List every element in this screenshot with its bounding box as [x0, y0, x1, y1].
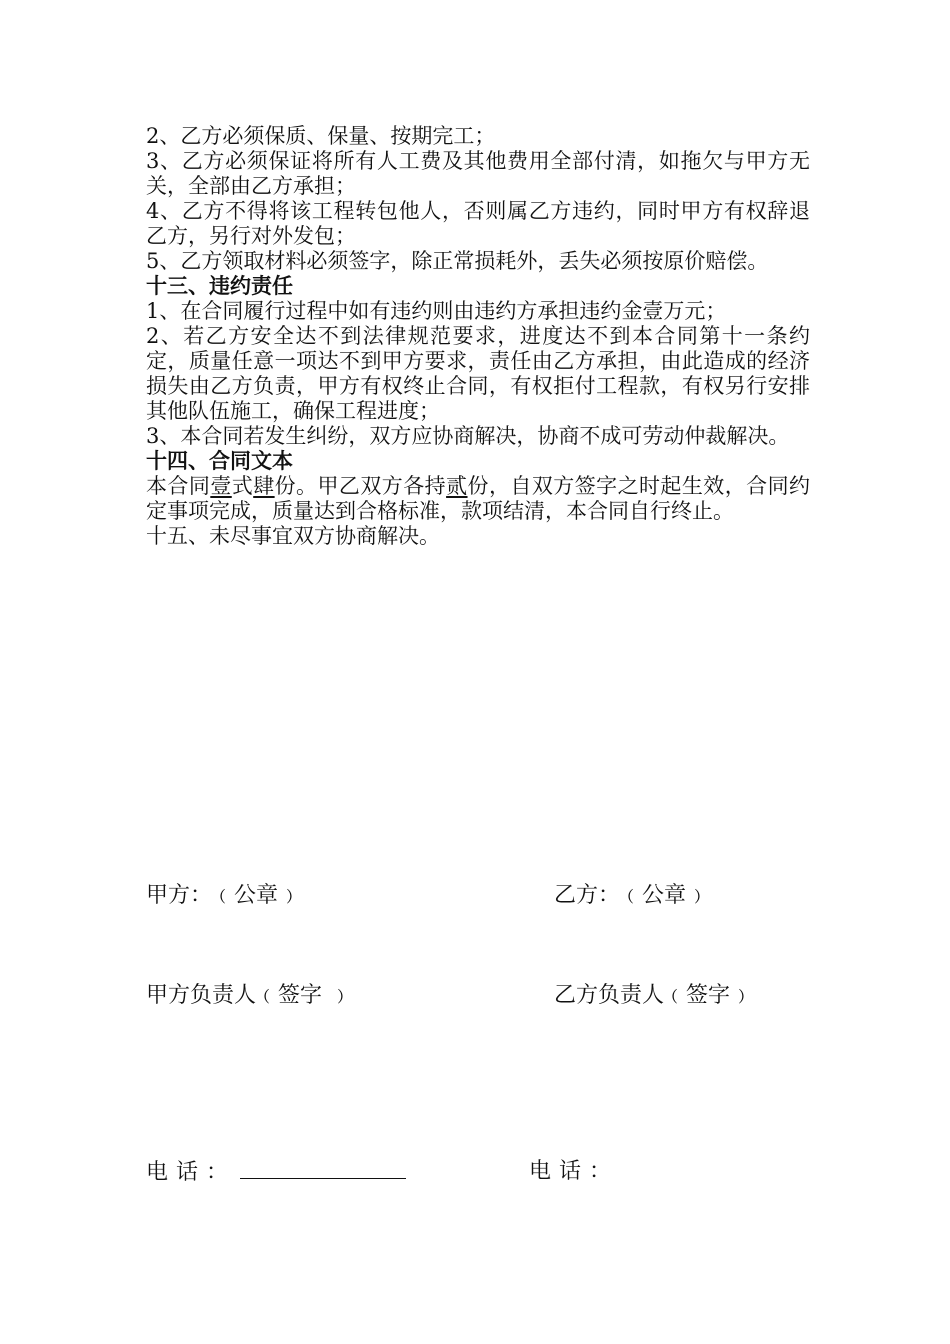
- total-copies: 肆: [253, 474, 275, 498]
- party-b-seal: 乙方：﹙公章﹚: [554, 883, 709, 908]
- clause-13-3: 3、本合同若发生纠纷，双方应协商解决，协商不成可劳动仲裁解决。: [146, 424, 790, 448]
- clause-14-mid2: 份。甲乙双方各持: [274, 474, 447, 498]
- party-b-phone: [529, 1158, 619, 1186]
- phone-b-label: 电话：: [529, 1159, 620, 1184]
- party-a-representative: 甲方负责人﹙签字 ﹚: [146, 983, 351, 1008]
- clause-12-4: 4、乙方不得将该工程转包他人，否则属乙方违约，同时甲方有权辞退乙方，另行对外发包；: [146, 199, 810, 248]
- copies-count: 壹: [210, 474, 232, 498]
- clause-12-2: 2、乙方必须保质、保量、按期完工；: [146, 124, 496, 148]
- party-b-representative: 乙方负责人﹙签字﹚: [554, 983, 753, 1008]
- clause-14-mid1: 式: [231, 474, 254, 498]
- phone-a-blank-line: [240, 1158, 406, 1179]
- contract-body: [146, 124, 810, 549]
- party-a-phone: [146, 1158, 406, 1187]
- clause-12-3: 3、乙方必须保证将所有人工费及其他费用全部付清，如拖欠与甲方无关，全部由乙方承担；: [146, 149, 810, 198]
- party-a-seal: 甲方：﹙公章﹚: [146, 883, 301, 908]
- clause-13-1: 1、在合同履行过程中如有违约则由违约方承担违约金壹万元；: [146, 299, 727, 323]
- clause-14-text: [146, 474, 810, 524]
- clause-14-pre: 本合同: [146, 474, 211, 498]
- clause-13-2: 2、若乙方安全达不到法律规范要求，进度达不到本合同第十一条约定，质量任意一项达不到甲方要求，责任由乙方承担，由此造成的经济损失由乙方负责，甲方有权终止合同，有权拒付工程款，有权另行安排其他队伍施工，确保工程进度；: [146, 324, 810, 423]
- section-13-heading: 十三、违约责任: [146, 274, 293, 298]
- phone-a-label: 电话：: [146, 1160, 237, 1185]
- section-14-heading: 十四、合同文本: [146, 449, 293, 473]
- section-15: 十五、未尽事宜双方协商解决。: [146, 524, 440, 548]
- clause-12-5: 5、乙方领取材料必须签字，除正常损耗外，丢失必须按原价赔偿。: [146, 249, 769, 273]
- clause-14-post: 份，自双方签字之时起生效，合同约定事项完成，质量达到合格标准，款项结清，本合同自行终止。: [146, 474, 811, 523]
- copies-each: 贰: [446, 474, 468, 498]
